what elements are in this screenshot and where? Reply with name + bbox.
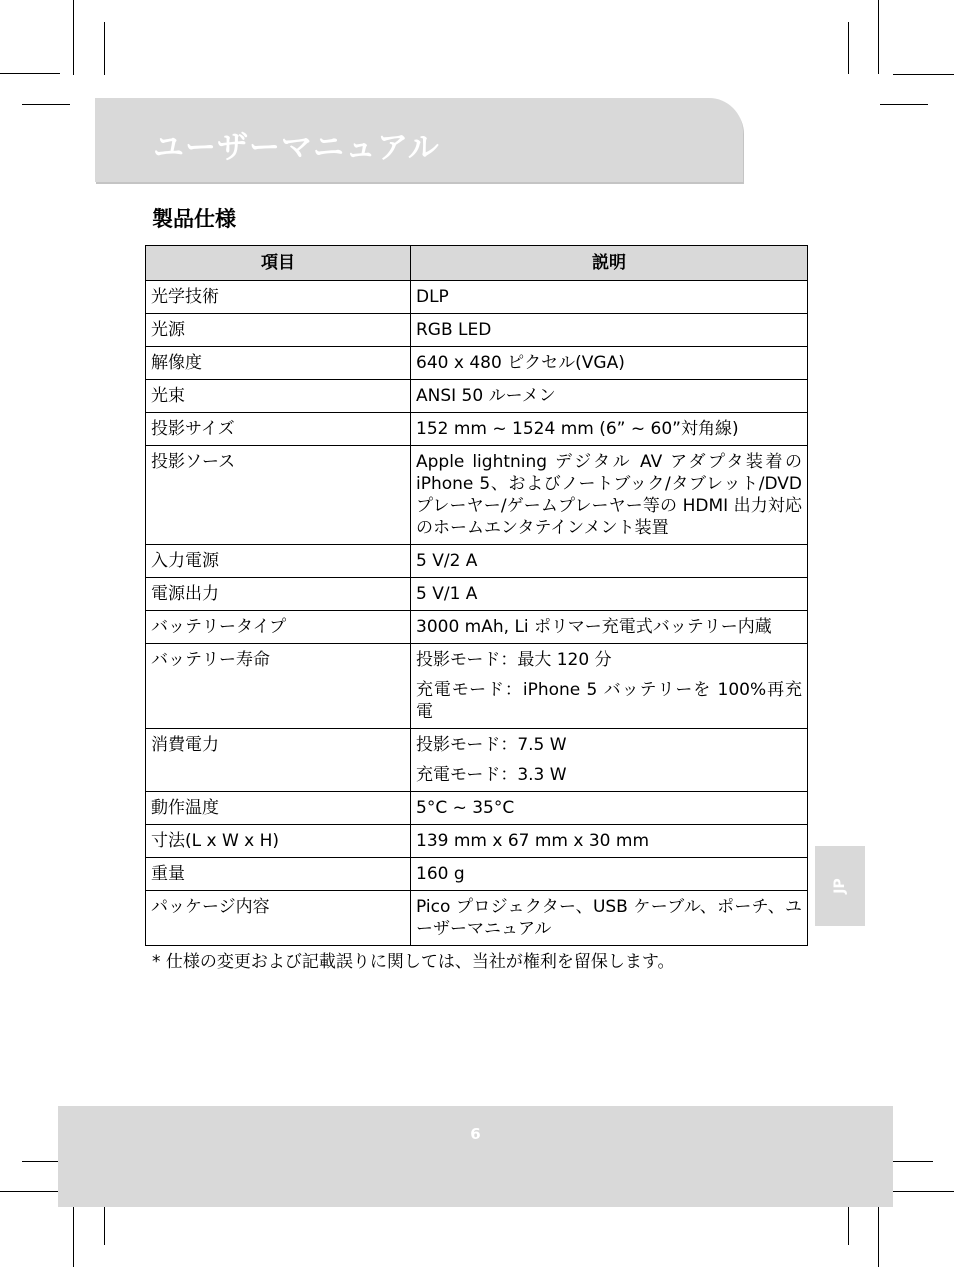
spec-item-cell: 寸法(L x W x H) — [146, 825, 411, 858]
spec-item-cell: 投影サイズ — [146, 413, 411, 446]
spec-item-cell: 投影ソース — [146, 446, 411, 545]
crop-mark — [893, 1191, 954, 1192]
spec-description-text: 3000 mAh, Li ポリマー充電式バッテリー内蔵 — [416, 617, 772, 637]
spec-description-cell — [411, 891, 808, 946]
table-row — [146, 545, 808, 578]
spec-description-text: 5 V/1 A — [416, 584, 478, 604]
crop-mark — [104, 22, 105, 75]
spec-description-cell — [411, 644, 808, 729]
footnote: * 仕様の変更および記載誤りに関しては、当社が権利を留保します。 — [152, 952, 675, 972]
spec-description-cell — [411, 729, 808, 792]
spec-description-text: 5 V/2 A — [416, 551, 478, 571]
spec-description-cell — [411, 380, 808, 413]
table-header-row — [146, 246, 808, 281]
spec-description-text: 640 x 480 ピクセル(VGA) — [416, 353, 625, 373]
table-row — [146, 858, 808, 891]
spec-description-text: 投影モード：7.5 W — [416, 735, 567, 755]
spec-description-cell — [411, 413, 808, 446]
spec-item-cell: 重量 — [146, 858, 411, 891]
table-row — [146, 611, 808, 644]
spec-item-cell: 消費電力 — [146, 729, 411, 792]
language-tab — [815, 846, 865, 926]
table-row — [146, 792, 808, 825]
table-row — [146, 347, 808, 380]
spec-description-cell — [411, 611, 808, 644]
spec-description-cell — [411, 825, 808, 858]
crop-mark — [878, 0, 879, 74]
spec-description-text: 投影モード：最大 120 分 — [416, 650, 612, 670]
page-header-title: ユーザーマニュアル — [153, 130, 440, 166]
language-tab-label: JP — [832, 878, 848, 894]
spec-item-cell: 解像度 — [146, 347, 411, 380]
spec-item-cell: 光源 — [146, 314, 411, 347]
table-row — [146, 825, 808, 858]
spec-description-cell — [411, 578, 808, 611]
spec-description-cell — [411, 792, 808, 825]
crop-mark — [22, 104, 70, 105]
spec-description-text: 充電モード：iPhone 5 バッテリーを 100%再充電 — [416, 680, 802, 722]
spec-description-cell — [411, 446, 808, 545]
table-row — [146, 891, 808, 946]
spec-description-text: 充電モード：3.3 W — [416, 765, 567, 785]
spec-description-text: ANSI 50 ルーメン — [416, 386, 556, 406]
footer-band — [58, 1106, 893, 1207]
spec-item-cell: 電源出力 — [146, 578, 411, 611]
table-row — [146, 446, 808, 545]
column-header-item: 項目 — [146, 246, 411, 281]
spec-item-cell: 光学技術 — [146, 281, 411, 314]
crop-mark — [0, 73, 60, 74]
spec-description-text: 152 mm ~ 1524 mm (6” ~ 60”対角線) — [416, 419, 739, 439]
spec-description-text: 160 g — [416, 864, 465, 884]
spec-item-cell: 入力電源 — [146, 545, 411, 578]
crop-mark — [893, 74, 954, 75]
table-row — [146, 314, 808, 347]
spec-description-text: 5°C ~ 35°C — [416, 798, 515, 818]
spec-description-text: 139 mm x 67 mm x 30 mm — [416, 831, 650, 851]
spec-item-cell: 光束 — [146, 380, 411, 413]
crop-mark — [880, 104, 928, 105]
spec-item-cell: 動作温度 — [146, 792, 411, 825]
table-row — [146, 413, 808, 446]
crop-mark — [73, 0, 74, 75]
table-row — [146, 578, 808, 611]
spec-description-text: DLP — [416, 287, 449, 307]
table-row — [146, 729, 808, 792]
section-title: 製品仕様 — [152, 207, 236, 231]
spec-description-cell — [411, 858, 808, 891]
table-row — [146, 380, 808, 413]
header-band — [95, 98, 743, 182]
spec-description-cell — [411, 314, 808, 347]
spec-item-cell: バッテリータイプ — [146, 611, 411, 644]
spec-description-text: RGB LED — [416, 320, 492, 340]
spec-item-cell: バッテリー寿命 — [146, 644, 411, 729]
spec-description-cell — [411, 545, 808, 578]
crop-mark — [848, 22, 849, 74]
spec-description-text: Apple lightning デジタル AV アダプタ装着の iPhone 5、およびノートブック/タブレット/DVD プレーヤー/ゲームプレーヤー等の HDMI 出力対応のホームエンタテインメント装置 — [416, 452, 802, 538]
column-header-description: 説明 — [411, 246, 808, 281]
spec-table-body — [146, 281, 808, 946]
spec-description-cell — [411, 347, 808, 380]
spec-description-text: Pico プロジェクター、USB ケーブル、ポーチ、ユーザーマニュアル — [416, 897, 802, 939]
page-number: 6 — [470, 1125, 481, 1143]
spec-table — [145, 245, 808, 946]
table-row — [146, 281, 808, 314]
spec-description-cell — [411, 281, 808, 314]
spec-item-cell: パッケージ内容 — [146, 891, 411, 946]
table-row — [146, 644, 808, 729]
